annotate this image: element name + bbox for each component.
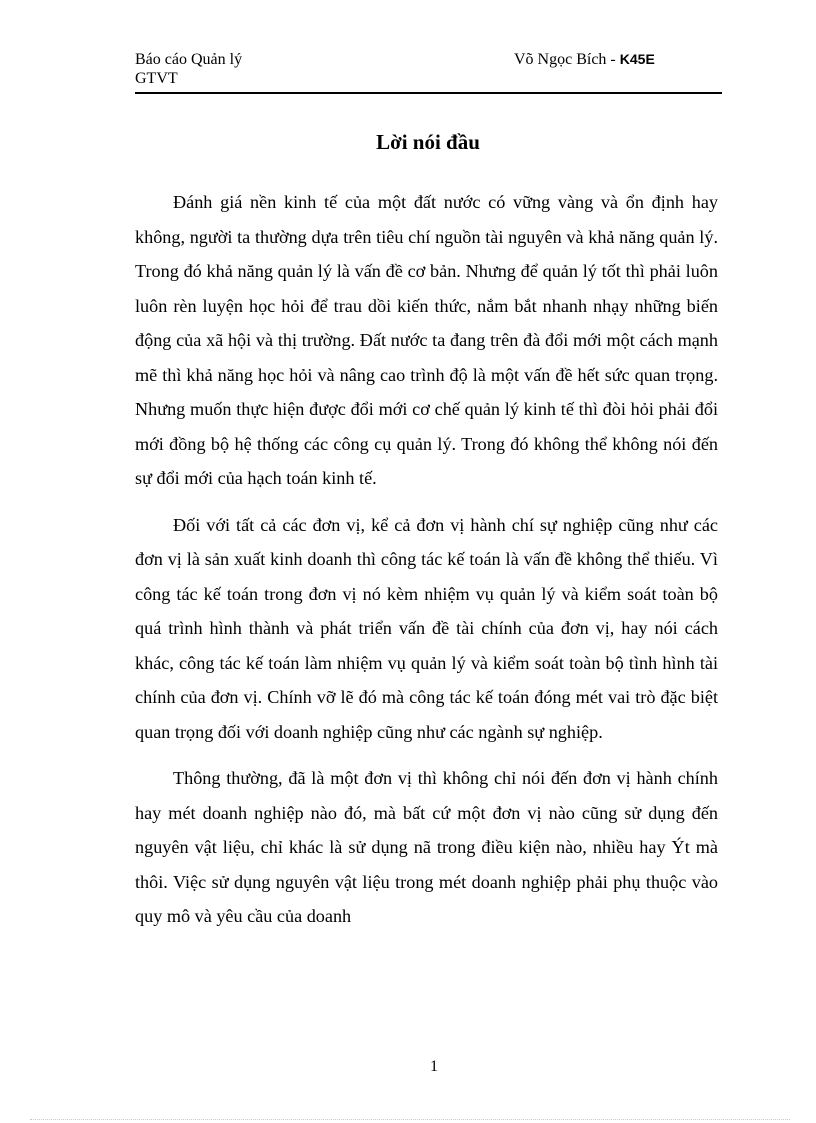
author-info (514, 50, 655, 69)
class-code: K45E (619, 51, 655, 67)
author-name: Võ Ngọc Bích - (514, 51, 620, 68)
page-title: Lời nói đầu (376, 130, 480, 154)
report-title-line2: GTVT (135, 70, 178, 87)
paragraph: Đối với tất cả các đơn vị, kể cả đơn vị hành chí sự nghiệp cũng như các đơn vị là sản xuất kinh doanh thì công tác kế toán là vấn đề không thể thiếu. Vì công tác kế toán trong đơn vị nó kèm nhiệm vụ quản lý và kiểm soát toàn bộ quá trình hình thành và phát triển vấn đề tài chính của đơn vị, hay nói cách khác, công tác kế toán làm nhiệm vụ quản lý và kiểm soát toàn bộ tình hình tài chính của đơn vị. Chính vỡ lẽ đó mà công tác kế toán đóng mét vai trò đặc biệt quan trọng đối với doanh nghiệp cũng như các ngành sự nghiệp. (135, 514, 718, 742)
body-text (135, 185, 718, 946)
paragraph: Thông thường, đã là một đơn vị thì không chỉ nói đến đơn vị hành chính hay mét doanh nghiệp nào đó, mà bất cứ một đơn vị nào cũng sử dụng đến nguyên vật liệu, chỉ khác là sử dụng nã trong điều kiện nào, nhiều hay Ýt mà thôi. Việc sử dụng nguyên vật liệu trong mét doanh nghiệp phải phụ thuộc vào quy mô và yêu cầu của doanh (135, 768, 718, 926)
report-title-line1: Báo cáo Quản lý (135, 51, 243, 68)
page-number: 1 (430, 1058, 438, 1075)
page-header (135, 50, 722, 94)
page-bottom-divider (30, 1119, 790, 1120)
paragraph: Đánh giá nền kinh tế của một đất nước có vững vàng và ổn định hay không, người ta thường dựa trên tiêu chí nguồn tài nguyên và khả năng quản lý. Trong đó khả năng quản lý là vấn đề cơ bản. Nhưng để quản lý tốt thì phải luôn luôn rèn luyện học hỏi để trau dồi kiến thức, nắm bắt nhanh nhạy những biến động của xã hội và thị trường. Đất nước ta đang trên đà đổi mới một cách mạnh mẽ thì khả năng học hỏi và nâng cao trình độ là một vấn đề hết sức quan trọng. Nhưng muốn thực hiện được đổi mới cơ chế quản lý kinh tế thì đòi hỏi phải đổi mới đồng bộ hệ thống các công cụ quản lý. Trong đó không thể không nói đến sự đổi mới của hạch toán kinh tế. (135, 192, 718, 488)
report-title (135, 50, 315, 88)
